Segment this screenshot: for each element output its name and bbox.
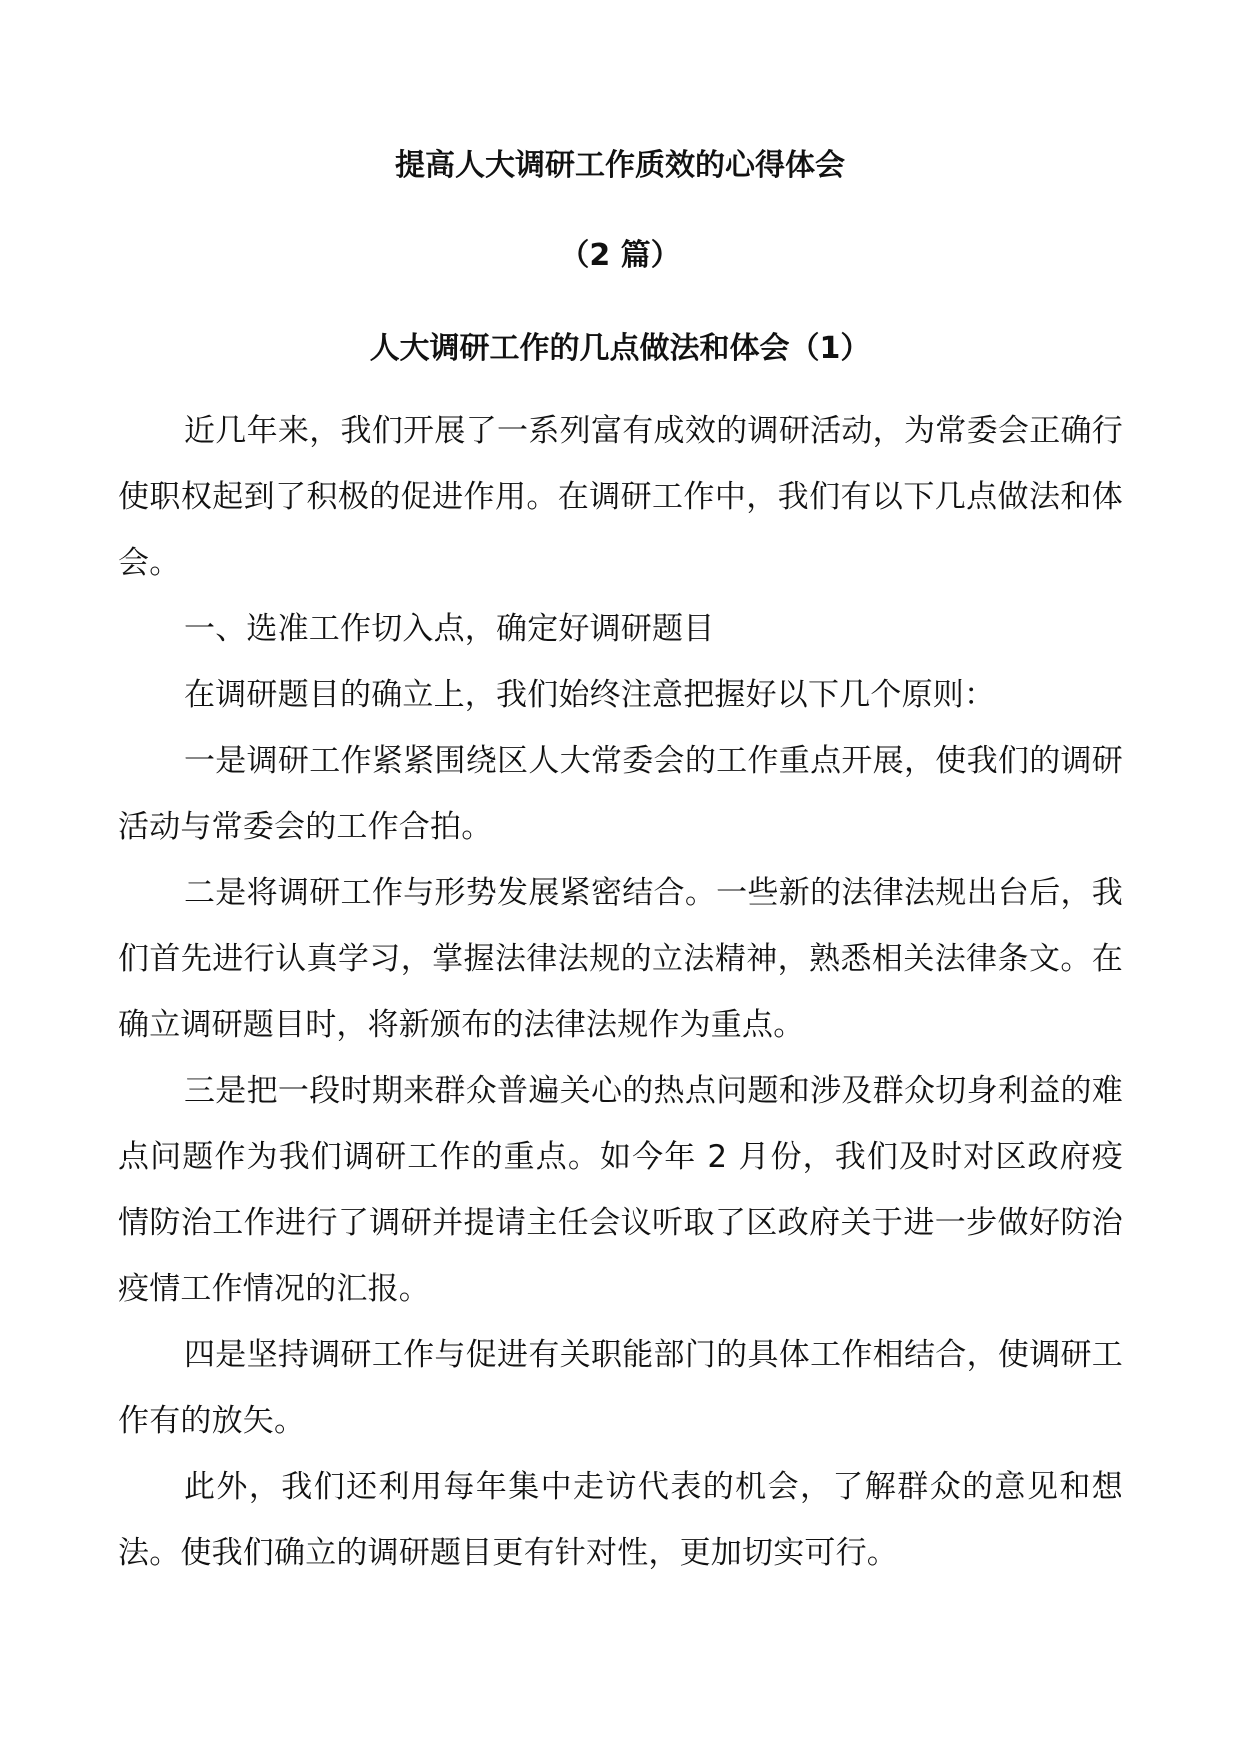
paragraph-point-2: 二是将调研工作与形势发展紧密结合。一些新的法律法规出台后，我们首先进行认真学习，掌握法律法规的立法精神，熟悉相关法律条文。在确立调研题目时，将新颁布的法律法规作为重点。 (118, 875, 1123, 1043)
document-subtitle: （2 篇） (559, 238, 681, 273)
section-title: 人大调研工作的几点做法和体会（1） (369, 331, 871, 366)
paragraph-principles: 在调研题目的确立上，我们始终注意把握好以下几个原则： (184, 677, 996, 713)
paragraph-intro: 近几年来，我们开展了一系列富有成效的调研活动，为常委会正确行使职权起到了积极的促进作用。在调研工作中，我们有以下几点做法和体会。 (118, 413, 1123, 581)
document-body (118, 398, 1123, 1586)
paragraph-point-1: 一是调研工作紧紧围绕区人大常委会的工作重点开展，使我们的调研活动与常委会的工作合拍。 (118, 743, 1123, 845)
document-title: 提高人大调研工作质效的心得体会 (395, 148, 845, 183)
paragraph-additional: 此外，我们还利用每年集中走访代表的机会，了解群众的意见和想法。使我们确立的调研题目更有针对性，更加切实可行。 (118, 1469, 1123, 1571)
paragraph-point-4: 四是坚持调研工作与促进有关职能部门的具体工作相结合，使调研工作有的放矢。 (118, 1337, 1123, 1439)
paragraph-heading-1: 一、选准工作切入点，确定好调研题目 (184, 611, 715, 647)
paragraph-point-3: 三是把一段时期来群众普遍关心的热点问题和涉及群众切身利益的难点问题作为我们调研工作的重点。如今年 2 月份，我们及时对区政府疫情防治工作进行了调研并提请主任会议听取了区政府关于进一步做好防治疫情工作情况的汇报。 (118, 1073, 1123, 1307)
